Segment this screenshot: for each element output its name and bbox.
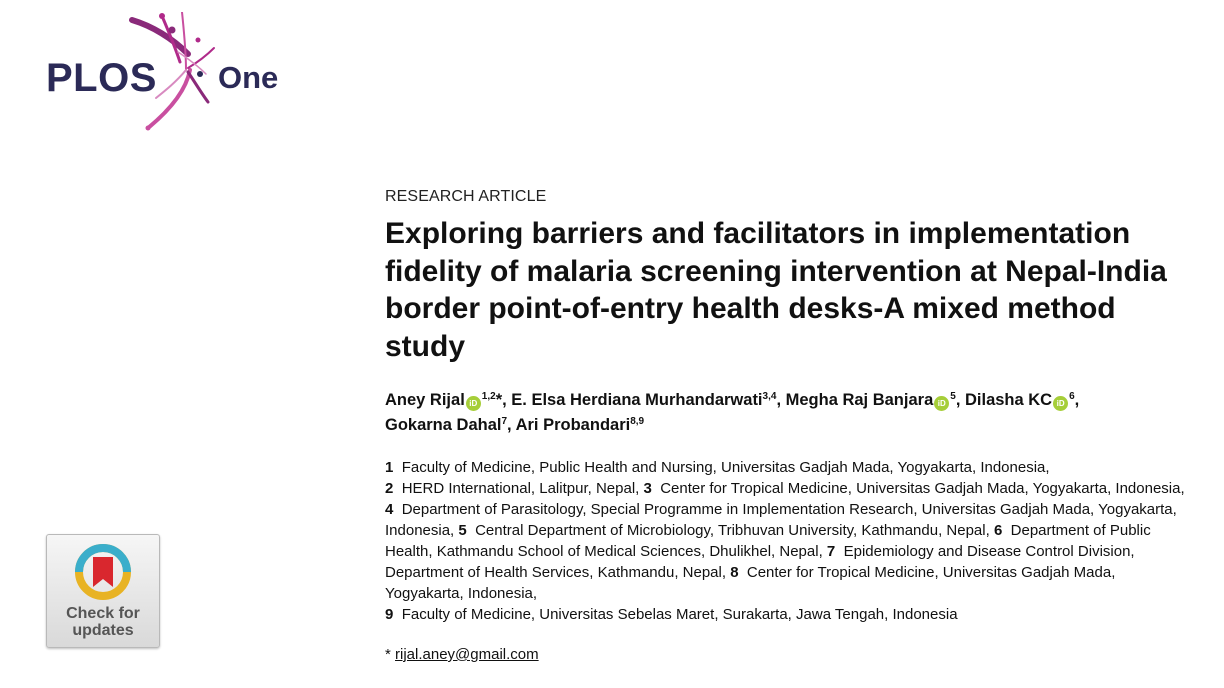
corresponding-star: * xyxy=(495,391,503,409)
affil-number: 9 xyxy=(385,606,394,623)
affil-text: Department of Public Health, Kathmandu School of Medical Sciences, Dhulikhel, Nepal, xyxy=(385,522,1151,560)
logo-suffix-text: One xyxy=(218,60,279,95)
author-name[interactable]: Ari Probandari xyxy=(515,416,631,434)
affil-number: 3 xyxy=(643,480,652,497)
orcid-icon[interactable]: iD xyxy=(934,396,949,411)
affil-text: Faculty of Medicine, Universitas Sebelas Maret, Surakarta, Jawa Tengah, Indonesia xyxy=(401,606,958,623)
affil-text: Faculty of Medicine, Public Health and Nursing, Universitas Gadjah Mada, Yogyakarta, Indonesia, xyxy=(401,459,1050,476)
email-link[interactable]: rijal.aney@gmail.com xyxy=(395,646,539,663)
affil-text: Central Department of Microbiology, Tribhuvan University, Kathmandu, Nepal, xyxy=(475,522,990,539)
author-affil-sup: 8,9 xyxy=(630,416,645,427)
affiliation-list xyxy=(385,457,1185,625)
affil-number: 7 xyxy=(826,543,836,560)
author-affil-sup: 6 xyxy=(1069,391,1075,402)
author-name[interactable]: Gokarna Dahal xyxy=(385,416,502,434)
author-name[interactable]: Dilasha KC xyxy=(964,391,1053,409)
orcid-icon[interactable]: iD xyxy=(466,396,481,411)
affil-number: 8 xyxy=(730,564,739,581)
author-affil-sup: 7 xyxy=(501,416,508,427)
check-for-updates-label xyxy=(47,605,159,639)
affil-text: Center for Tropical Medicine, Universitas Gadjah Mada, Yogyakarta, Indonesia, xyxy=(660,480,1185,497)
affil-number: 4 xyxy=(385,501,394,518)
affil-text: Epidemiology and Disease Control Division, Department of Health Services, Kathmandu, Nepal, xyxy=(385,543,1135,581)
article-header xyxy=(385,188,1185,663)
article-title: Exploring barriers and facilitators in implementation fidelity of malaria screening intervention at Nepal-India border point-of-entry health desks-A mixed method study xyxy=(385,217,1167,363)
affil-text: Department of Parasitology, Special Programme in Implementation Research, Universitas Gadjah Mada, Yogyakarta, Indonesia, xyxy=(385,501,1177,539)
author-affil-sup: 1,2 xyxy=(481,391,496,402)
badge-line-2: updates xyxy=(72,622,134,639)
affil-number: 2 xyxy=(385,480,394,497)
orcid-icon[interactable]: iD xyxy=(1053,396,1068,411)
logo-brand-text: PLOS xyxy=(46,56,157,100)
article-type: RESEARCH ARTICLE xyxy=(385,188,547,205)
correspondence xyxy=(385,646,1185,663)
author-name[interactable]: Aney Rijal xyxy=(385,391,465,409)
correspondence-star: * xyxy=(385,646,391,663)
affil-number: 1 xyxy=(385,459,394,476)
author-affil-sup: 3,4 xyxy=(762,391,777,402)
affil-number: 5 xyxy=(458,522,467,539)
author-name[interactable]: E. Elsa Herdiana Murhandarwati xyxy=(511,391,763,409)
author-affil-sup: 5 xyxy=(950,391,956,402)
plos-one-logo xyxy=(40,12,300,132)
affil-text: HERD International, Lalitpur, Nepal, xyxy=(401,480,640,497)
affil-text: Center for Tropical Medicine, Universitas Gadjah Mada, Yogyakarta, Indonesia, xyxy=(385,564,1116,602)
author-list: Aney Rijal iD$^{1,2}$*, E. Elsa Herdiana Murhandarwati$^{3,4}$, Megha Raj Banjara $iD^5$, Dilasha KC $iD^6$, Gokarna Dahal$^7$, Ari Probandari$^{8,9}$ xyxy=(385,391,1080,434)
check-for-updates-badge[interactable] xyxy=(46,534,160,648)
check-for-updates-icon xyxy=(74,543,132,601)
badge-line-1: Check for xyxy=(66,605,140,622)
author-name[interactable]: Megha Raj Banjara xyxy=(785,391,934,409)
affil-number: 6 xyxy=(993,522,1003,539)
